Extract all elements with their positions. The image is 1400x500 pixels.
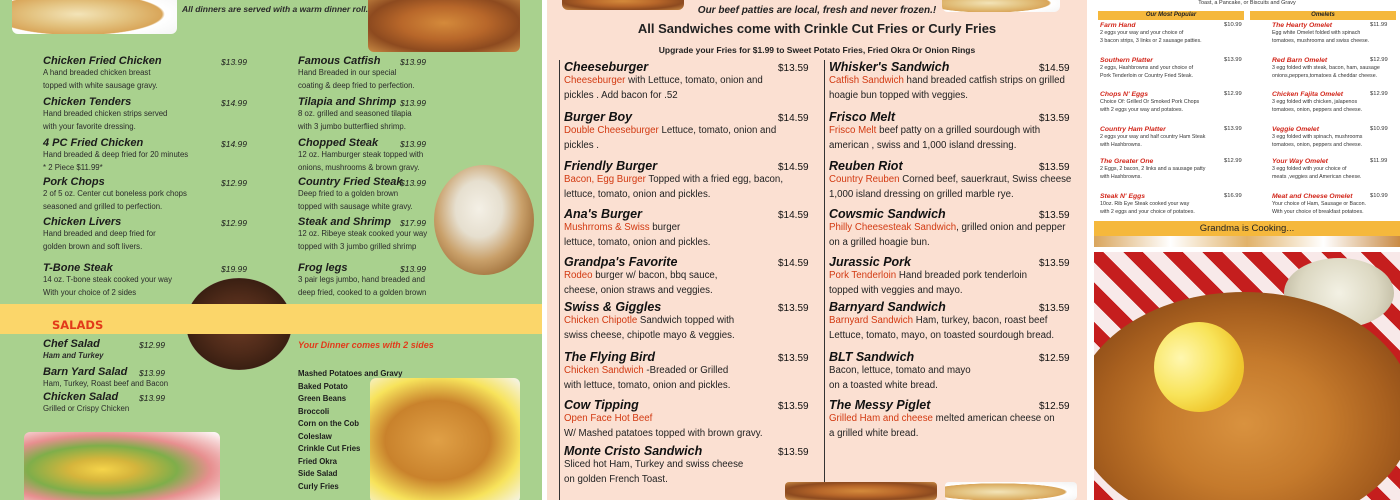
item-price: $13.99	[400, 57, 426, 67]
salad-name: Chicken Salad	[43, 391, 119, 403]
sandwich-price: $13.59	[778, 303, 809, 314]
sandwich-item	[829, 207, 1070, 250]
sandwich-description	[564, 74, 763, 89]
sandwich-item	[829, 350, 1070, 393]
item-description: topped with sausage white gravy.	[298, 201, 413, 211]
sandwich-name: The Flying Bird	[564, 350, 655, 364]
breakfast-description: meats ,veggies and American cheese.	[1272, 174, 1362, 181]
sandwich-description	[564, 269, 718, 284]
breakfast-price: $10.99	[1370, 193, 1388, 199]
breakfast-name: Chicken Fajita Omelet	[1272, 91, 1344, 98]
sandwich-item	[564, 207, 809, 250]
sides-title: Your Dinner comes with 2 sides	[298, 340, 434, 350]
breakfast-description: Choice Of: Grilled Or Smoked Pork Chops	[1100, 99, 1200, 105]
beef-patties-note: Our beef patties are local, fresh and never frozen.!	[697, 5, 937, 16]
sandwich-description	[564, 458, 743, 473]
menu-item	[43, 176, 247, 213]
sandwich-item	[564, 255, 809, 298]
highlighted-name: Grilled Ham and cheese	[829, 413, 933, 424]
sandwich-description	[829, 412, 1055, 427]
description-text: beef patty on a grilled sourdough with	[876, 125, 1041, 136]
breakfast-name: Meat and Cheese Omelet	[1272, 193, 1353, 200]
highlighted-name: Barnyard Sandwich	[829, 315, 914, 326]
description-text: Ham, turkey, bacon, roast beef	[913, 315, 1048, 326]
sandwich-price: $12.59	[1039, 353, 1070, 364]
item-price: $12.99	[221, 178, 247, 188]
salad-item	[43, 391, 165, 416]
sandwiches-panel	[547, 0, 1087, 500]
breakfast-description: with 2 eggs and your choice of potatoes.	[1100, 209, 1195, 216]
breakfast-name: Country Ham Platter	[1100, 126, 1166, 133]
sandwich-description-line2: on a grilled hoagie bun.	[829, 236, 930, 248]
breakfast-price: $10.99	[1224, 22, 1242, 28]
description-text: burger	[649, 222, 681, 233]
sandwich-price: $14.59	[1039, 63, 1070, 74]
salad-price: $13.99	[139, 368, 165, 378]
item-description: 12 oz. Hamburger steak topped with	[298, 150, 424, 159]
breakfast-price: $11.99	[1370, 22, 1388, 28]
breakfast-item	[1100, 158, 1242, 181]
breakfast-food-strip	[1094, 236, 1400, 247]
highlighted-name: Frisco Melt	[829, 125, 877, 136]
side-item: Baked Potato	[298, 381, 348, 391]
sandwich-name: Frisco Melt	[829, 110, 895, 124]
sandwich-description-line2: topped with veggies and mayo.	[829, 284, 963, 296]
breakfast-item	[1272, 57, 1388, 80]
left-divider	[559, 60, 560, 500]
item-description: onions, mushrooms & brown gravy.	[298, 162, 420, 172]
sandwich-price: $12.59	[1039, 401, 1070, 412]
sandwich-description-line2: lettuce, tomato, onion and pickles.	[564, 236, 711, 248]
salad-name: Barn Yard Salad	[43, 366, 128, 378]
breakfast-name: The Hearty Omelet	[1272, 22, 1333, 29]
breakfast-price: $12.99	[1370, 91, 1388, 97]
breakfast-description: onions,peppers,tomatoes & cheddar cheese.	[1272, 73, 1378, 80]
fried-fish-pile	[1094, 292, 1400, 500]
sandwich-price: $13.59	[778, 447, 809, 458]
sandwich-description-line2: lettuce, tomato, onion and pickles.	[564, 188, 711, 200]
sandwich-description	[829, 173, 1071, 188]
side-item: Coleslaw	[298, 431, 332, 441]
sandwich-item	[829, 300, 1070, 343]
side-item: Crinkle Cut Fries	[298, 444, 361, 453]
salad-description: Ham, Turkey, Roast beef and Bacon	[43, 379, 169, 388]
breakfast-name: Farm Hand	[1100, 22, 1136, 29]
highlighted-name: Mushrroms & Swiss	[564, 222, 650, 233]
item-name: 4 PC Fried Chicken	[43, 137, 144, 149]
item-description: A hand breaded chicken breast	[43, 68, 151, 77]
breakfast-item	[1100, 193, 1242, 216]
menu-item	[43, 96, 247, 133]
description-text: Hand breaded pork tenderloin	[896, 270, 1028, 281]
sandwich-description	[564, 221, 710, 236]
item-description: 2 of 5 oz. Center cut boneless pork chops	[43, 189, 187, 198]
sandwich-description-line2: on golden French Toast.	[564, 473, 668, 485]
breakfast-header: Toast, a Pancake, or Biscuits and Gravy	[1198, 0, 1296, 6]
item-name: Chicken Fried Chicken	[43, 55, 162, 67]
breakfast-price: $10.99	[1370, 126, 1388, 132]
sandwich-description-line2: with lettuce, tomato, onion and pickles.	[564, 379, 731, 391]
breakfast-description: with Hashbrowns.	[1100, 142, 1142, 149]
side-item: Curly Fries	[298, 481, 339, 491]
sandwich-item	[564, 398, 809, 441]
upgrade-note: Upgrade your Fries for $1.99 to Sweet Potato Fries, Fried Okra Or Onion Rings	[658, 45, 976, 55]
breakfast-item	[1272, 158, 1388, 181]
menu-item	[43, 262, 247, 299]
description-text: Corned beef, sauerkraut, Swiss cheese	[899, 174, 1072, 185]
highlighted-name: Cheeseburger	[564, 75, 626, 86]
sandwich-item	[564, 110, 809, 153]
breakfast-price: $13.99	[1224, 126, 1242, 132]
salad-item	[43, 338, 165, 363]
breakfast-description: with 2 eggs your way and potatoes.	[1100, 107, 1184, 114]
bottom-photo-1	[785, 482, 937, 500]
sandwich-description	[829, 74, 1065, 89]
sandwich-price: $13.59	[1039, 258, 1070, 269]
salad-item	[43, 366, 168, 391]
sandwich-name: Reuben Riot	[829, 159, 903, 173]
breakfast-description: tomatoes, mushrooms and swiss cheese.	[1272, 38, 1370, 45]
breakfast-description: with Hashbrowns.	[1100, 174, 1142, 181]
salad-name: Chef Salad	[43, 338, 100, 350]
sandwich-item	[564, 159, 809, 202]
country-fried-steak-photo	[434, 165, 534, 275]
breakfast-price: $16.99	[1224, 193, 1242, 199]
item-description: Hand breaded and deep fried for	[43, 229, 156, 238]
breakfast-description: 3 egg folded with spinach, mushrooms	[1272, 134, 1363, 140]
breakfast-description: 2 eggs, Hashbrowns and your choice of	[1100, 65, 1194, 71]
sandwich-name: Monte Cristo Sandwich	[564, 444, 703, 458]
item-name: Pork Chops	[43, 176, 105, 188]
menu-item	[43, 55, 247, 92]
side-item: Corn on the Cob	[298, 419, 360, 428]
item-name: Steak and Shrimp	[298, 216, 391, 228]
breakfast-name: The Greater One	[1100, 158, 1154, 165]
breakfast-name: Your Way Omelet	[1272, 158, 1328, 165]
sandwich-name: Ana's Burger	[564, 207, 642, 221]
item-price: $17.99	[400, 218, 426, 228]
sandwich-price: $14.59	[778, 210, 809, 221]
breakfast-price: $13.99	[1224, 57, 1242, 63]
sandwich-description	[829, 364, 971, 379]
breakfast-price: $11.99	[1370, 158, 1388, 164]
sandwich-item	[564, 300, 809, 343]
sandwich-price: $13.59	[1039, 162, 1070, 173]
side-item: Fried Okra	[298, 456, 337, 466]
sandwich-price: $13.59	[1039, 303, 1070, 314]
sandwich-description	[829, 124, 1040, 139]
sandwich-price: $13.59	[1039, 113, 1070, 124]
highlighted-name: Chicken Sandwich	[564, 365, 644, 376]
center-divider	[824, 60, 825, 500]
sandwich-description-line2: pickles .	[564, 139, 599, 151]
menu-item	[298, 262, 426, 299]
sandwich-price: $14.59	[778, 162, 809, 173]
item-description: 8 oz. grilled and seasoned tilapia	[298, 109, 412, 118]
breakfast-description: tomatoes, onion, peppers and cheese.	[1272, 142, 1363, 149]
item-price: $12.99	[221, 218, 247, 228]
breakfast-item	[1100, 91, 1242, 114]
description-text: hand breaded catfish strips on grilled	[903, 75, 1065, 86]
breakfast-item	[1272, 126, 1388, 149]
menu-item	[298, 176, 426, 213]
sandwich-description	[564, 124, 776, 139]
breakfast-price: $12.99	[1224, 158, 1242, 164]
description-text: with Lettuce, tomato, onion and	[625, 75, 763, 86]
breakfast-price: $12.99	[1370, 57, 1388, 63]
sandwich-price: $13.59	[778, 401, 809, 412]
chef-salad-photo	[24, 432, 220, 500]
sandwich-name: Cow Tipping	[564, 398, 639, 412]
salad-price: $13.99	[139, 393, 165, 403]
highlighted-name: Country Reuben	[829, 174, 900, 185]
item-name: Chicken Livers	[43, 216, 122, 228]
breakfast-item	[1100, 126, 1242, 149]
description-text: -Breaded or Grilled	[643, 365, 729, 376]
breakfast-name: Veggie Omelet	[1272, 126, 1319, 133]
item-price: $14.99	[221, 139, 247, 149]
item-name: Chicken Tenders	[43, 96, 132, 108]
item-price: $13.99	[400, 98, 426, 108]
sandwich-description	[829, 269, 1027, 284]
item-description: 12 oz. Ribeye steak cooked your way	[298, 229, 428, 238]
breakfast-description: Pork Tenderloin or Country Fried Steak.	[1100, 73, 1193, 80]
item-description: Hand Breaded in our special	[298, 68, 397, 77]
fried-chicken-photo	[368, 0, 520, 52]
sandwich-item	[564, 60, 809, 103]
breakfast-item	[1272, 22, 1388, 45]
breakfast-description: 3 egg folded with your choice of	[1272, 166, 1347, 172]
description-text: Lettuce, tomato, onion and	[658, 125, 777, 136]
side-item: Green Beans	[298, 394, 347, 403]
sandwich-item	[829, 398, 1070, 441]
description-text: melted american cheese on	[932, 413, 1055, 424]
description-text: Sandwich topped with	[637, 315, 735, 326]
sandwich-price: $14.59	[778, 258, 809, 269]
sandwich-name: Barnyard Sandwich	[829, 300, 946, 314]
highlighted-name: Double Cheeseburger	[564, 125, 659, 136]
sandwich-description-line2: hoagie bun topped with veggies.	[829, 89, 968, 101]
sandwich-name: Jurassic Pork	[829, 255, 911, 269]
sandwich-name: Burger Boy	[564, 110, 633, 124]
highlighted-name: Rodeo	[564, 270, 593, 281]
breakfast-description: Your choice of Ham, Sausage or Bacon.	[1272, 201, 1367, 207]
description-text: burger w/ bacon, bbq sauce,	[592, 270, 718, 281]
breakfast-description: 2 eggs your way and half country Ham Steak	[1100, 134, 1206, 140]
sandwich-price: $13.59	[778, 63, 809, 74]
breakfast-description: 2 Eggs, 2 bacon, 2 links and a sausage patty	[1100, 166, 1206, 172]
dinners-panel	[0, 0, 542, 500]
highlighted-name: Open Face Hot Beef	[564, 413, 653, 424]
item-description: 14 oz. T-bone steak cooked your way	[43, 275, 173, 284]
sandwich-description	[829, 314, 1054, 329]
menu-item	[298, 96, 426, 133]
item-name: Country Fried Steak	[298, 176, 403, 188]
fries-heading: All Sandwiches come with Crinkle Cut Fries or Curly Fries	[637, 21, 997, 36]
item-description: * 2 Piece $11.99*	[43, 162, 103, 172]
breakfast-item	[1272, 193, 1388, 216]
item-price: $19.99	[221, 264, 247, 274]
item-description: Hand breaded chicken strips served	[43, 109, 168, 118]
breakfast-description: With your choice of breakfast potatoes.	[1272, 209, 1364, 216]
item-description: golden brown and soft livers.	[43, 241, 143, 251]
menu-item	[43, 137, 247, 174]
breakfast-description: Egg white Omelet folded with spinach	[1272, 30, 1361, 36]
breakfast-name: Chops N' Eggs	[1100, 91, 1149, 98]
item-description: seasoned and grilled to perfection.	[43, 201, 163, 211]
item-price: $13.99	[400, 264, 426, 274]
sandwich-description	[564, 314, 735, 329]
lemon-wedge	[1154, 322, 1244, 412]
sandwich-name: Cheeseburger	[564, 60, 649, 74]
sandwich-item	[829, 110, 1070, 153]
dinner-roll-note: All dinners are served with a warm dinner roll.	[182, 4, 369, 14]
side-item: Side Salad	[298, 469, 338, 478]
menu-item	[43, 216, 247, 253]
item-price: $14.99	[221, 98, 247, 108]
sandwich-name: Whisker's Sandwich	[829, 60, 950, 74]
sandwich-description-line2: W/ Mashed patatoes topped with brown gravy.	[564, 427, 763, 439]
menu-item	[298, 55, 426, 92]
sandwich-description-line2: on a toasted white bread.	[829, 379, 938, 391]
breakfast-item	[1100, 22, 1242, 45]
highlighted-name: Philly Cheesesteak Sandwich	[829, 222, 957, 233]
sandwich-description-line2: Lettuce, tomato, mayo, on toasted sourdough bread.	[829, 329, 1055, 341]
highlighted-name: Catfish Sandwich	[829, 75, 904, 86]
item-description: deep fried, cooked to a golden brown	[298, 287, 427, 297]
breakfast-description: 3 bacon strips, 3 links or 2 sausage patties.	[1100, 38, 1202, 45]
item-description: With your choice of 2 sides	[43, 287, 137, 297]
sandwich-item	[829, 159, 1071, 202]
sandwich-item	[564, 350, 809, 393]
breakfast-item	[1100, 57, 1242, 80]
item-name: Famous Catfish	[298, 55, 381, 67]
menu-item	[298, 216, 427, 253]
sandwich-description-line2: 1,000 island dressing on grilled marble rye.	[829, 188, 1014, 200]
description-text: , grilled onion and pepper	[956, 222, 1066, 233]
sandwich-item	[564, 444, 809, 487]
bottom-photo-2	[945, 482, 1077, 500]
sides-list	[298, 368, 402, 493]
item-price: $13.99	[400, 178, 426, 188]
highlighted-name: Pork Tenderloin	[829, 270, 897, 281]
sandwich-description-line2: american , swiss and 1,000 island dressing.	[829, 139, 1017, 151]
highlighted-name: Chicken Chipotle	[564, 315, 638, 326]
item-description: with 3 jumbo butterflied shrimp.	[298, 121, 406, 131]
omelets-heading: Omelets	[1250, 11, 1396, 20]
item-description: 3 pair legs jumbo, hand breaded and	[298, 275, 426, 284]
sandwich-description	[564, 364, 730, 379]
fried-fish-basket-photo	[1094, 252, 1400, 500]
sandwich-name: Swiss & Giggles	[564, 300, 662, 314]
grandma-banner: Grandma is Cooking...	[1094, 221, 1400, 236]
item-name: Chopped Steak	[298, 137, 379, 149]
most-popular-heading: Our Most Popular	[1098, 11, 1244, 20]
item-price: $13.99	[221, 57, 247, 67]
fish-dinner-photo	[12, 0, 177, 34]
breakfast-item	[1272, 91, 1388, 114]
item-name: Tilapia and Shrimp	[298, 96, 397, 108]
side-item: Broccoli	[298, 406, 330, 416]
salads-title: SALADS	[52, 318, 104, 332]
item-name: Frog legs	[298, 262, 348, 274]
breakfast-name: Steak N' Eggs	[1100, 193, 1146, 200]
sandwich-name: Cowsmic Sandwich	[829, 207, 946, 221]
salad-description: Ham and Turkey	[43, 351, 104, 360]
breakfast-description: 10oz. Rib Eye Steak cooked your way	[1100, 201, 1190, 207]
breakfast-description: 2 eggs your way and your choice of	[1100, 30, 1184, 36]
description-text: Bacon, lettuce, tomato and mayo	[829, 365, 971, 376]
sandwich-name: Grandpa's Favorite	[564, 255, 678, 269]
side-item: Mashed Potatoes and Gravy	[298, 369, 403, 378]
breakfast-name: Red Barn Omelet	[1272, 57, 1328, 64]
breakfast-name: Southern Platter	[1100, 57, 1153, 64]
item-description: coating & deep fried to perfection.	[298, 80, 415, 90]
item-description: with your favorite dressing.	[43, 121, 136, 131]
sandwich-description-line2: a grilled white bread.	[829, 427, 919, 439]
item-description: Hand breaded & deep fried for 20 minutes	[43, 150, 189, 159]
salad-description: Grilled or Crispy Chicken	[43, 404, 130, 413]
item-name: T-Bone Steak	[43, 262, 113, 274]
sandwich-description-line2: pickles . Add bacon for .52	[564, 89, 678, 101]
item-description: topped with 3 jumbo grilled shrimp	[298, 241, 417, 251]
description-text: Topped with a fried egg, bacon,	[645, 174, 784, 185]
highlighted-name: Bacon, Egg Burger	[564, 174, 646, 185]
sandwich-price: $14.59	[778, 113, 809, 124]
breakfast-description: tomatoes, onion, peppers and cheese.	[1272, 107, 1363, 114]
sandwich-item	[829, 60, 1070, 103]
sandwich-price: $13.59	[1039, 210, 1070, 221]
item-description: topped with white sausage gravy.	[43, 80, 158, 90]
menu-item	[298, 137, 426, 174]
sandwich-price: $13.59	[778, 353, 809, 364]
sandwich-description	[564, 173, 783, 188]
sandwich-name: Friendly Burger	[564, 159, 658, 173]
item-description: Deep fried to a golden brown	[298, 189, 399, 198]
sandwich-description-line2: cheese, onion straws and veggies.	[564, 284, 713, 296]
item-price: $13.99	[400, 139, 426, 149]
sandwich-name: BLT Sandwich	[829, 350, 915, 364]
breakfast-panel	[1094, 0, 1400, 247]
breakfast-description: 3 egg folded with steak, bacon, ham, sausage	[1272, 65, 1380, 71]
description-text: Sliced hot Ham, Turkey and swiss cheese	[564, 459, 744, 470]
salad-price: $12.99	[139, 340, 165, 350]
sandwich-description	[564, 412, 763, 427]
sandwich-item	[829, 255, 1070, 298]
breakfast-description: 3 egg folded with chicken, jalapenos	[1272, 99, 1358, 105]
breakfast-price: $12.99	[1224, 91, 1242, 97]
sandwich-description-line2: swiss cheese, chipotle mayo & veggies.	[564, 329, 735, 341]
sandwich-description	[829, 221, 1065, 236]
sandwich-name: The Messy Piglet	[829, 398, 931, 412]
